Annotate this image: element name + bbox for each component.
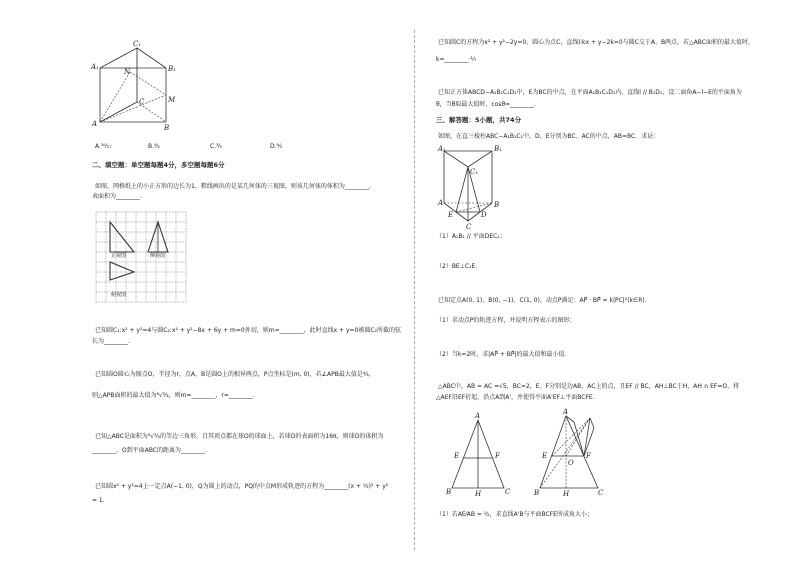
question-8-line-1: 如图，在直三棱柱ABC−A₁B₁C₁中，D、E分别为BC、AC的中点，AB=BC．求证：	[438, 133, 660, 140]
section-heading-fill-blank: 二、填空题：单空题每题4分，多空题每题6分	[92, 161, 225, 169]
label-a: A	[92, 120, 98, 128]
fig3-label-c: C	[505, 488, 511, 496]
choice-d: D.⁶⁄₅	[270, 143, 283, 150]
fig2-label-d: D	[481, 211, 487, 219]
question-4-line-1: 已知△ABC是面积为⁹√³⁄₄的等边三角形，且其顶点都在球O的球面上，若球O的表面积为16π，则球O的体积为	[95, 433, 384, 440]
fig3-label-b: B	[446, 488, 452, 496]
label-b1: B₁	[168, 65, 176, 73]
label-m: M	[168, 96, 176, 104]
fig4-label-b: B	[534, 489, 540, 497]
question-6-line-2: k=________·¹⁄₇	[436, 56, 477, 63]
label-c1: C₁	[133, 40, 142, 48]
prism-figure	[90, 40, 180, 130]
question-10-part-1: （1）若AE⁄AB = ¹⁄₂，求直线A'B与平面BCFE所成角大小；	[436, 511, 593, 518]
question-2-line-2: 长为________.	[92, 338, 130, 345]
fig2-label-e: E	[448, 211, 454, 219]
question-8-part-1: （1）A₁B₁ // 平面DEC₁；	[436, 233, 506, 240]
fig2-label-b1: B₁	[494, 145, 502, 153]
fig4-label-c: C	[598, 489, 604, 497]
question-7-line-1: 已知正方体ABCD−A₁B₁C₁D₁中，E为BC的中点，在平面A₁B₁C₁D₁内，直线l // B₁D₁，设二面角A−l−E的平面角为	[438, 89, 742, 96]
fig3-label-f: F	[495, 452, 500, 460]
question-3-line-2: 则△APB面积的最大值为⁸√³⁄₃，则m=________，r=________.	[92, 392, 255, 399]
view-front-label: 正视图	[111, 253, 127, 259]
fig2-label-c: C	[466, 223, 472, 231]
question-8-part-2: （2）BE⊥C₁E．	[436, 263, 482, 270]
question-2-line-1: 已知圆C₁:x² + y²=4与圆C₂:x² + y²−8x + 6y + m=0外切，则m=________，此时直线x + y=0被圆C₂所截的弦	[95, 327, 401, 334]
fig4-label-e: E	[542, 452, 548, 460]
section-heading-answers: 三、解答题：5小题，共74分	[436, 116, 522, 124]
label-b: B	[164, 124, 170, 132]
label-c: C	[139, 98, 145, 106]
question-9-part-2: （2）当k=2时，求|AP⃗ + BP⃗|的最大值和最小值．	[436, 351, 571, 358]
folded-triangle-figure	[528, 408, 614, 498]
question-10-line-2: △AEF沿EF折起，沿点A到A'，并使得平面A'EF⊥平面BCFE．	[436, 394, 599, 401]
fig4-label-a: A	[563, 408, 569, 416]
label-a1: A₁	[91, 63, 99, 71]
question-4-line-2: ________，O到平面ABC的距离为________.	[92, 447, 207, 454]
fig3-label-e: E	[454, 452, 460, 460]
fig4-label-h: H	[563, 490, 570, 498]
question-7-line-2: θ，当θ取最大值时，cosθ=________.	[436, 101, 537, 108]
question-1-line-1: 如图，网格纸上的小正方形的边长为1，粗线画出的是某几何体的三视图，则该几何体的体积为________，	[95, 183, 375, 190]
fig2-label-a: A	[438, 199, 444, 207]
question-6-line-1: 已知圆C的方程为x² + y²−2y=0，圆心为点C，直线l:kx + y−2k=0与圆C交于A、B两点，若△ABC面积的最大值时，	[438, 39, 754, 46]
question-9-line-1: 已知定点A(0, 1)、B(0, −1)、C(1, 0)，动点P满足：AP⃗ · BP⃗ = k|PC|²(k∈R)．	[438, 297, 651, 304]
triangular-prism-figure	[438, 145, 508, 230]
choice-b: B.⁴⁄₅	[148, 143, 160, 150]
view-side-label: 侧视图	[150, 253, 166, 259]
question-10-line-1: △ABC中，AB = AC =√5，BC=2，E、F分别是边AB，AC上的点，且EF // BC，AH⊥BC于H，AH ∩ EF=O，将	[438, 383, 740, 390]
fig3-label-h: H	[475, 490, 482, 498]
fig2-label-c1: C₁	[470, 168, 479, 176]
fig4-label-o: O	[568, 459, 574, 467]
fig4-label-f: F	[586, 452, 591, 460]
view-top-label: 俯视图	[111, 292, 127, 298]
three-view-grid	[92, 208, 190, 300]
fig2-label-b: B	[494, 201, 500, 209]
question-5-line-1: 已知圆x² + y²=4上一定点A(−1, 0)，Q为圆上的动点，PQ的中点M形成轨迹的方程为________(x + ½)² + y²	[95, 483, 389, 490]
choice-c: C.³⁄₅	[210, 143, 222, 150]
label-n: N	[124, 68, 131, 76]
fig3-label-a: A	[475, 412, 481, 420]
question-1-line-2: 表面积为________.	[92, 193, 142, 200]
column-divider	[414, 30, 415, 550]
fig2-label-a1: A₁	[438, 145, 446, 153]
question-5-line-2: = 1．	[92, 497, 109, 504]
question-9-part-1: （1）求动点P的轨迹方程，并说明方程表示的图形；	[436, 317, 576, 324]
question-3-line-1: 已知圆O圆心为原点O，半径为r，点A、B是圆O上的相异两点，P点坐标是(m, 0)，若∠APB最大值是⁴⁄₃，	[95, 371, 375, 378]
triangle-figure	[444, 412, 520, 498]
choice-a: A.¹⁶⁄₁₇	[95, 143, 112, 150]
